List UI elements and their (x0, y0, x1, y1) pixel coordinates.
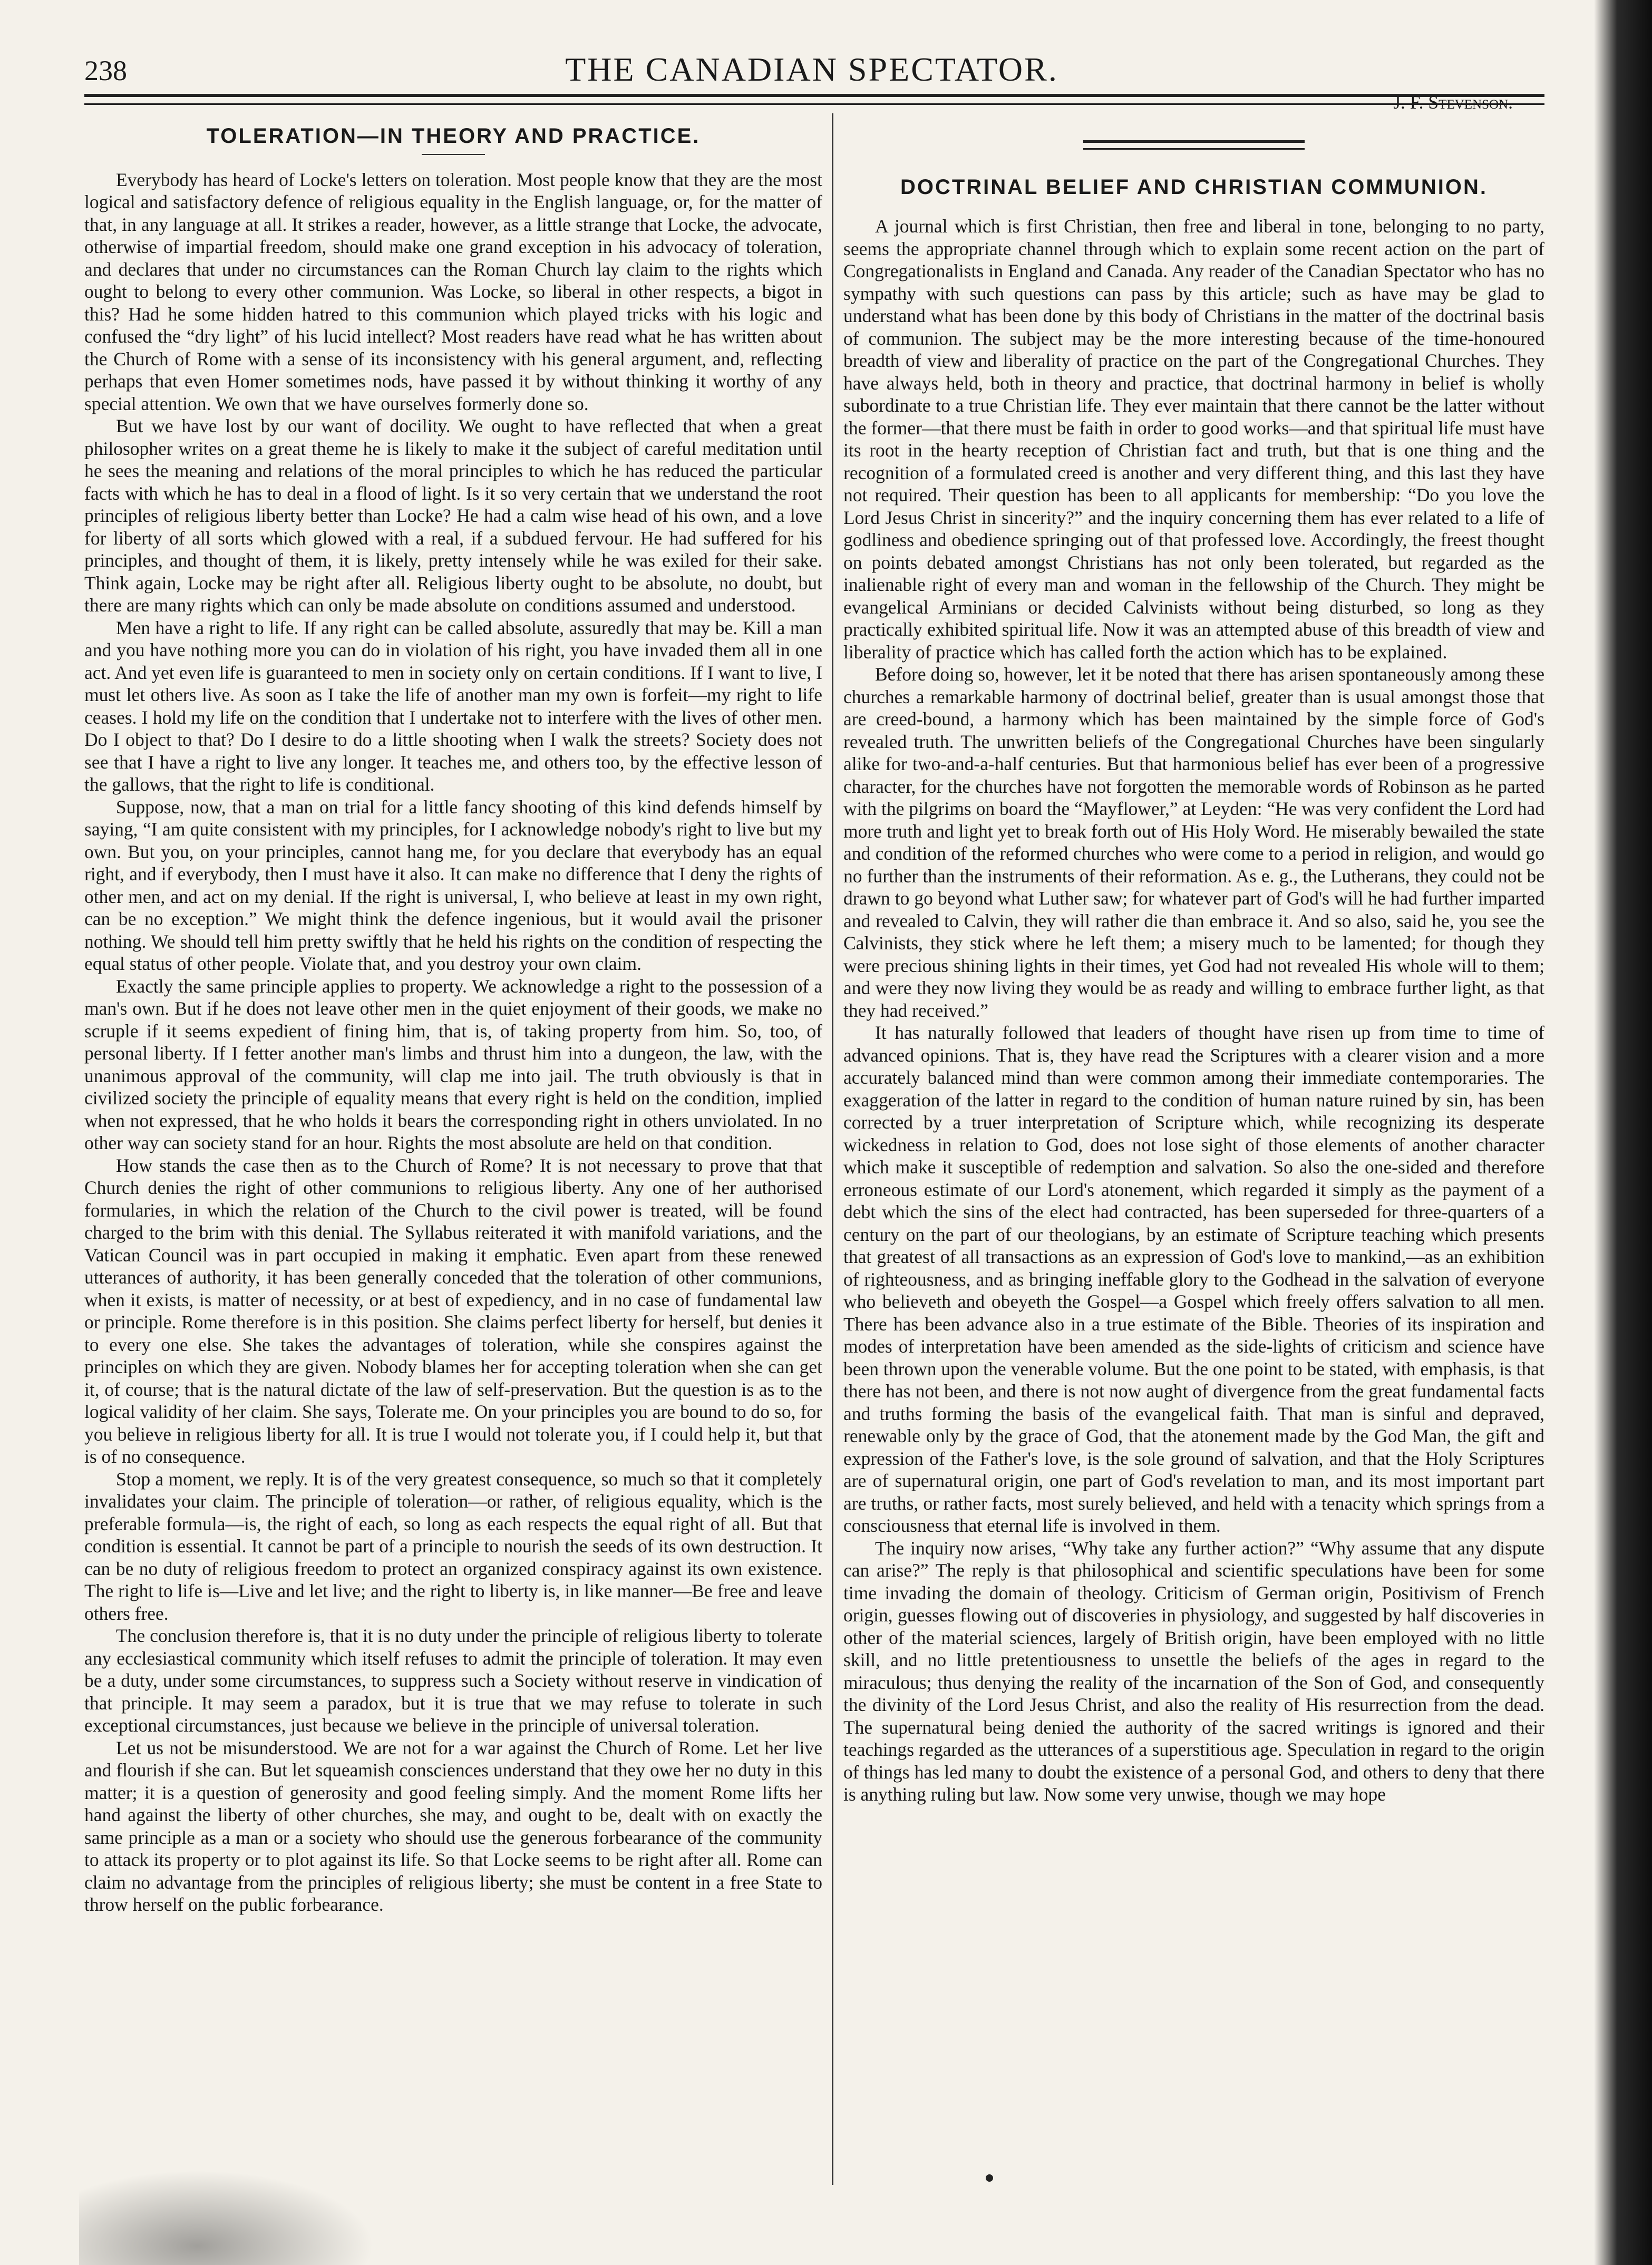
article-paragraph: A journal which is first Christian, then free and liberal in tone, belonging to no party, seems the appropriate channel through which to explain some recent action on the part of Congregationalists in England and Canada. Any reader of the Canadian Spectator who has no sympathy with such questions can pass by this article; such as have may be glad to understand what has been done by this body of Christians in the matter of the doctrinal basis of communion. The subject may be the more interesting because of the time-honoured breadth of view and liberality of practice on the part of the Congregational Churches. They have always held, both in theory and practice, that doctrinal harmony in belief is wholly subordinate to a true Christian life. They ever maintain that there cannot be the latter without the former—that there must be faith in order to good works—and that spiritual life must have its root in the hearty reception of Christian fact and truth, but that is one thing and the recognition of a formulated creed is another and very different thing, and this last they have not required. Their question has been to all applicants for membership: “Do you love the Lord Jesus Christ in sincerity?” and the inquiry concerning them has ever related to a life of godliness and obedience springing out of that professed love. Accordingly, the freest thought on points debated amongst Christians has not only been tolerated, but regarded as the inalienable right of every man and woman in the fellowship of the Church. They might be evangelical Arminians or decided Calvinists without being disturbed, so long as they practically exhibited spiritual life. Now it was an attempted abuse of this breadth of view and liberality of practice which has called forth the action which has to be explained. (843, 216, 1544, 663)
article-title-doctrinal: DOCTRINAL BELIEF AND CHRISTIAN COMMUNION. (900, 175, 1488, 199)
title-rule (422, 154, 485, 155)
left-column (84, 113, 822, 2185)
article-title-toleration: TOLERATION—IN THEORY AND PRACTICE. (206, 124, 701, 148)
right-column (843, 92, 1544, 2185)
article-paragraph: Before doing so, however, let it be noted that there has arisen spontaneously among these churches a remarkable harmony of doctrinal belief, greater than is usual amongst those that are creed-bound, a harmony which has been maintained by the simple force of God's revealed truth. The unwritten beliefs of the Congregational Churches have been singularly alike for two-and-a-half centuries. But that harmonious belief has ever been of a progressive character, for the churches have not forgotten the memorable words of Robinson as he parted with the pilgrims on board the “Mayflower,” at Leyden: “He was very confident the Lord had more truth and light yet to break forth out of His Holy Word. He miserably bewailed the state and condition of the reformed churches who were come to a period in religion, and would go no further than the instruments of their reformation. As e. g., the Lutherans, they could not be drawn to go beyond what Luther saw; for whatever part of God's will he had further imparted and revealed to Calvin, they will rather die than embrace it. And so also, said he, you see the Calvinists, they stick where he left them; a misery much to be lamented; for though they were precious shining lights in their times, yet God had not revealed His whole will to them; and were they now living they would be as ready and willing to embrace further light, as that they had received.” (843, 664, 1544, 1021)
article-paragraph: Stop a moment, we reply. It is of the very greatest consequence, so much so that it completely invalidates your claim. The principle of toleration—or rather, of religious equality, which is the preferable formula—is, the right of each, so long as each respects the equal right of all. But that condition is essential. It cannot be part of a principle to nourish the seeds of its own destruction. It can be no duty of religious freedom to protect an organized conspiracy against its own existence. The right to life is—Live and let live; and the right to liberty is, in like manner—Be free and leave others free. (84, 1468, 822, 1624)
article-paragraph: Exactly the same principle applies to property. We acknowledge a right to the possession of a man's own. But if he does not leave other men in the quiet enjoyment of their goods, we make no scruple if it seems expedient of fining him, that is, of taking property from him. So, too, of personal liberty. If I fetter another man's limbs and thrust him into a dungeon, the law, with the unanimous approval of the community, will clap me into jail. The truth obviously is that in civilized society the principle of equality means that every right is held on the condition, implied when not expressed, that he who holds it bears the corresponding right in others unviolated. In no other way can society stand for an hour. Rights the most absolute are held on that condition. (84, 975, 822, 1153)
print-dot (986, 2174, 993, 2182)
column-divider (832, 113, 833, 2185)
print-smudge (79, 2170, 374, 2265)
article-paragraph: Suppose, now, that a man on trial for a little fancy shooting of this kind defends himself by saying, “I am quite consistent with my principles, for I acknowledge nobody's right to live but my own. But you, on your principles, cannot hang me, for you declare that everybody has an equal right, and if everybody, then I must have it also. It can make no difference that I deny the rights of other men, and act on my denial. If the right is universal, I, who believe at least in my own right, can be no exception.” We might think the defence ingenious, but it would avail the prisoner nothing. We should tell him pretty swiftly that he held his rights on the condition of respecting the equal status of other people. Violate that, and you destroy your own claim. (84, 796, 822, 974)
page-number: 238 (84, 55, 127, 86)
article-paragraph: The inquiry now arises, “Why take any further action?” “Why assume that any dispute can arise?” The reply is that philosophical and scientific speculations have been for some time invading the domain of theology. Criticism of German origin, Positivism of French origin, guesses flowing out of discoveries in physiology, and suggested by half discoveries in other of the material sciences, largely of British origin, have been employed with no little skill, and no little pretentiousness to unsettle the beliefs of the ages in regard to the miraculous; thus denying the reality of the incarnation of the Son of God, and consequently the divinity of the Lord Jesus Christ, and also the reality of His resurrection from the dead. The supernatural being denied the authority of the sacred writings is ignored and their teachings regarded as the utterances of a superstitious age. Speculation in regard to the origin of things has led many to doubt the existence of a personal God, and others to deny that there is anything ruling but law. Now some very unwise, though we may hope (843, 1537, 1544, 1805)
author-signature: J. F. Stevenson. (1393, 92, 1513, 113)
article-paragraph: Let us not be misunderstood. We are not for a war against the Church of Rome. Let her live and flourish if she can. But let squeamish consciences understand that they owe her no duty in this matter; it is a question of generosity and good feeling simply. And the moment Rome lifts her hand against the liberty of other churches, she may, and ought to be, dealt with on exactly the same principle as a man or a society who should use the generous forbearance of the community to attack its property or to plot against its life. So that Locke seems to be right after all. Rome can claim no advantage from the principles of religious liberty; she must be content in a free State to throw herself on the public forbearance. (84, 1737, 822, 1915)
article-paragraph: But we have lost by our want of docility. We ought to have reflected that when a great philosopher writes on a great theme he is likely to make it the subject of careful meditation until he sees the meaning and relations of the moral principles to which he has reduced the particular facts with which he has to deal in a flood of light. Is it so very certain that we understand the root principles of religious liberty better than Locke? He had a calm wise head of his own, and a love for liberty of all sorts which glowed with a real, if a subdued fervour. He had suffered for his principles, and thought of them, it is likely, pretty intensely while he was exiled for their sake. Think again, Locke may be right after all. Religious liberty ought to be absolute, no doubt, but there are many rights which can only be made absolute on conditions assumed and understood. (84, 415, 822, 616)
article-paragraph: The conclusion therefore is, that it is no duty under the principle of religious liberty to tolerate any ecclesiastical community which itself refuses to admit the principle of toleration. It may even be a duty, under some circumstances, to suppress such a Society without reserve in vindication of that principle. It may seem a paradox, but it is true that we may refuse to tolerate in such exceptional circumstances, just because we believe in the principle of universal toleration. (84, 1625, 822, 1736)
article-paragraph: Everybody has heard of Locke's letters on toleration. Most people know that they are the most logical and satisfactory defence of religious equality in the English language, or, for the matter of that, in any language at all. It strikes a reader, however, as a little strange that Locke, the advocate, otherwise of impartial freedom, should make one grand exception in his advocacy of toleration, and declares that under no circumstances can the Roman Church lay claim to the rights which ought to belong to every other communion. Was Locke, so liberal in other respects, a bigot in this? Had he some hidden hatred to this communion which played tricks with his logic and confused the “dry light” of his lucid intellect? Most readers have read what he has written about the Church of Rome with a sense of its inconsistency with his general argument, and, reflecting perhaps that even Homer sometimes nods, have passed it by without thinking it worthy of any special attention. We own that we have ourselves formerly done so. (84, 169, 822, 414)
section-rule (1083, 140, 1305, 150)
running-title: THE CANADIAN SPECTATOR. (565, 51, 1058, 88)
article-paragraph: It has naturally followed that leaders of thought have risen up from time to time of advanced opinions. That is, they have read the Scriptures with a clearer vision and a more accurately balanced mind than were common among their immediate contemporaries. The exaggeration of the latter in regard to the condition of human nature ruined by sin, has been corrected by a truer interpretation of Scripture which, while recognizing its desperate wickedness in relation to God, does not lose sight of those elements of another character which make it susceptible of redemption and salvation. So also the one-sided and therefore erroneous estimate of our Lord's atonement, which regarded it simply as the payment of a debt which the sins of the elect had contracted, has been superseded for three-quarters of a century on the part of our theologians, by an estimate of Scripture teaching which presents that greatest of all transactions as an expression of God's love to mankind,—as an exhibition of righteousness, and as bringing ineffable glory to the Godhead in the salvation of everyone who believeth and obeyeth the Gospel—a Gospel which freely offers salvation to all men. There has been advance also in a true estimate of the Bible. Theories of its inspiration and modes of interpretation have been amended as the side-lights of criticism and science have been thrown upon the venerable volume. But the one point to be stated, with emphasis, is that there has not been, and there is not now aught of divergence from the great fundamental facts and truths forming the basis of the evangelical faith. That man is sinful and depraved, renewable only by the grace of God, that the atonement made by the God Man, the gift and expression of the Father's love, is the sole ground of salvation, and that the Holy Scriptures are of supernatural origin, one part of God's revelation to man, and its most important part are truths, or rather facts, most surely believed, and held with a tenacity which springs from a consciousness that eternal life is involved in them. (843, 1022, 1544, 1536)
page-edge-shadow (1594, 0, 1652, 2265)
article-paragraph: How stands the case then as to the Church of Rome? It is not necessary to prove that that Church denies the right of other communions to religious liberty. Any one of her authorised formularies, in which the relation of the Church to the civil power is treated, will be found charged to the brim with this denial. The Syllabus reiterated it with manifold variations, and the Vatican Council was in part occupied in making it emphatic. Even apart from these renewed utterances of authority, it has been generally conceded that the toleration of other communions, when it exists, is matter of necessity, or at best of expediency, and in no case of fundamental law or principle. Rome therefore is in this position. She claims perfect liberty for herself, but denies it to every one else. She takes the advantages of toleration, while she conspires against the principles on which they are given. Nobody blames her for accepting toleration when she can get it, of course; that is the natural dictate of the law of self-preservation. But the question is as to the logical validity of her claim. She says, Tolerate me. On your principles you are bound to do so, for you believe in religious liberty for all. It is true I would not tolerate you, if I could help it, but that is of no consequence. (84, 1154, 822, 1467)
article-paragraph: Men have a right to life. If any right can be called absolute, assuredly that may be. Kill a man and you have nothing more you can do in violation of his right, you have invaded them all in one act. And yet even life is guaranteed to men in society only on certain conditions. If I want to live, I must let others live. As soon as I take the life of another man my own is forfeit—my right to life ceases. I hold my life on the condition that I undertake not to interfere with the lives of other men. Do I object to that? Do I desire to do a little shooting when I walk the streets? Society does not see that I have a right to live any longer. It teaches me, and others too, by the effective lesson of the gallows, that the right to life is conditional. (84, 617, 822, 795)
